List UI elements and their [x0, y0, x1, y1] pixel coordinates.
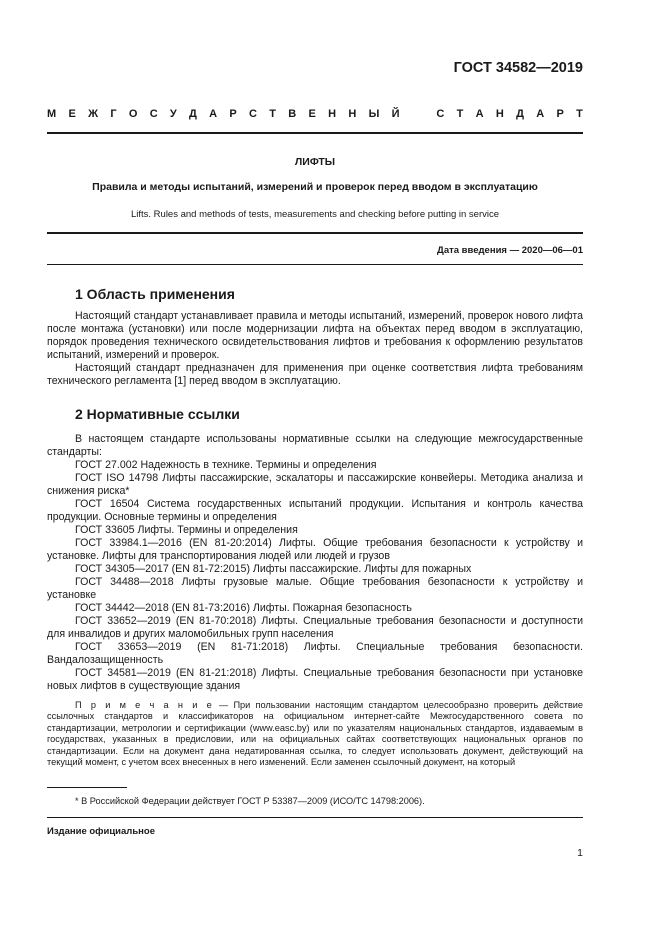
- reference-item: ГОСТ 34305—2017 (EN 81-72:2015) Лифты пассажирские. Лифты для пожарных: [75, 563, 472, 575]
- section-2-paragraph: В настоящем стандарте использованы нормативные ссылки на следующие межгосударственные стандарты:: [47, 433, 583, 458]
- reference-item: ГОСТ 16504 Система государственных испытаний продукции. Испытания и контроль качества продукции. Основные термины и определения: [47, 498, 583, 523]
- section-1-paragraph: Настоящий стандарт предназначен для применения при оценке соответствия лифта требованиям технического регламента [1] перед вводом в эксплуатацию.: [47, 362, 583, 387]
- reference-item: ГОСТ 33605 Лифты. Термины и определения: [75, 524, 298, 536]
- banner-letter: С: [436, 108, 445, 120]
- banner-letter: Ы: [368, 108, 380, 120]
- standard-subtitle: Правила и методы испытаний, измерений и проверок перед вводом в эксплуатацию: [92, 181, 538, 193]
- banner-letter: Д: [516, 108, 524, 120]
- banner-letter: Н: [348, 108, 357, 120]
- footnote: * В Российской Федерации действует ГОСТ Р 53387—2009 (ИСО/ТС 14798:2006).: [75, 796, 425, 806]
- introduction-date: Дата введения — 2020—06—01: [437, 245, 583, 256]
- note-paragraph: [47, 700, 583, 768]
- section-1-paragraph: Настоящий стандарт устанавливает правила и методы испытаний, измерений, проверок нового лифта после монтажа (установки) или после модернизации лифта на объектах перед вводом в эксплуатацию, порядок проведения технического освидетельствования лифтов и требования к оформлению результатов испытаний, измерений и проверок.: [47, 310, 583, 361]
- banner-letter: А: [536, 108, 545, 120]
- banner-letter: М: [47, 108, 57, 120]
- page-number: 1: [577, 847, 583, 859]
- section-2-heading: 2 Нормативные ссылки: [75, 406, 240, 422]
- banner-letter: С: [249, 108, 257, 120]
- reference-item: ГОСТ 33984.1—2016 (EN 81-20:2014) Лифты. Общие требования безопасности к устройству и установке. Лифты для транспортирования людей или людей и грузов: [47, 537, 583, 562]
- banner-letter: Д: [189, 108, 197, 120]
- reference-item: ГОСТ 33653—2019 (EN 81-71:2018) Лифты. Специальные требования безопасности. Вандалозащищенность: [47, 641, 583, 666]
- banner-letter: В: [288, 108, 297, 120]
- banner-letter: Т: [456, 108, 464, 120]
- banner-letter: С: [149, 108, 158, 120]
- banner-letter: А: [209, 108, 218, 120]
- note-text: — При пользовании настоящим стандартом целесообразно проверить действие ссылочных стандартов и классификаторов на официальном интернет-сайте Межгосударственного совета по стандартизации, метрологии и сертификации (www.easc.by) или по указателям национальных стандартов, издаваемым в государствах, указанных в предисловии, или на официальных сайтах соответствующих национальных органов по стандартизации. Если на документ дана недатированная ссылка, то следует использовать документ, действующий на текущий момент, с учетом всех внесенных в него изменений. Если заменен ссылочный документ, на который: [47, 700, 583, 768]
- edition-label: Издание официальное: [47, 826, 155, 837]
- banner-letter: Р: [556, 108, 564, 120]
- banner-letter: Е: [308, 108, 316, 120]
- banner-letter: Т: [269, 108, 276, 120]
- date-rule: [47, 264, 583, 265]
- standard-title: ЛИФТЫ: [294, 156, 336, 168]
- title-rule: [47, 232, 583, 234]
- footer-rule: [47, 817, 583, 818]
- banner-letter: О: [128, 108, 138, 120]
- banner-letter: Й: [391, 108, 400, 120]
- document-number: ГОСТ 34582—2019: [453, 60, 583, 76]
- reference-item: ГОСТ 34488—2018 Лифты грузовые малые. Общие требования безопасности к устройству и установке: [47, 576, 583, 601]
- reference-item: ГОСТ ISO 14798 Лифты пассажирские, эскалаторы и пассажирские конвейеры. Методика анализа и снижения риска*: [47, 472, 583, 497]
- note-label: П р и м е ч а н и е: [75, 700, 214, 710]
- reference-item: ГОСТ 33652—2019 (EN 81-70:2018) Лифты. Специальные требования безопасности и доступности для инвалидов и других маломобильных групп населения: [47, 615, 583, 640]
- banner-letter: Т: [576, 108, 583, 120]
- section-1-heading: 1 Область применения: [75, 286, 235, 302]
- banner-letter: У: [169, 108, 177, 120]
- banner-letter: Г: [110, 108, 117, 120]
- reference-item: ГОСТ 27.002 Надежность в технике. Термины и определения: [75, 459, 377, 471]
- reference-item: ГОСТ 34442—2018 (EN 81-73:2016) Лифты. Пожарная безопасность: [75, 602, 412, 614]
- reference-item: ГОСТ 34581—2019 (EN 81-21:2018) Лифты. Специальные требования безопасности при установке новых лифтов в существующие здания: [47, 667, 583, 692]
- banner-letter: А: [475, 108, 484, 120]
- banner-letter: Ж: [88, 108, 99, 120]
- interstate-standard-banner: [47, 108, 583, 120]
- banner-letter: Н: [495, 108, 504, 120]
- header-rule: [47, 132, 583, 134]
- banner-letter: Е: [68, 108, 76, 120]
- banner-letter: Н: [328, 108, 337, 120]
- footnote-separator: [47, 787, 127, 788]
- banner-letter: Р: [229, 108, 237, 120]
- english-title: Lifts. Rules and methods of tests, measurements and checking before putting in service: [130, 209, 500, 220]
